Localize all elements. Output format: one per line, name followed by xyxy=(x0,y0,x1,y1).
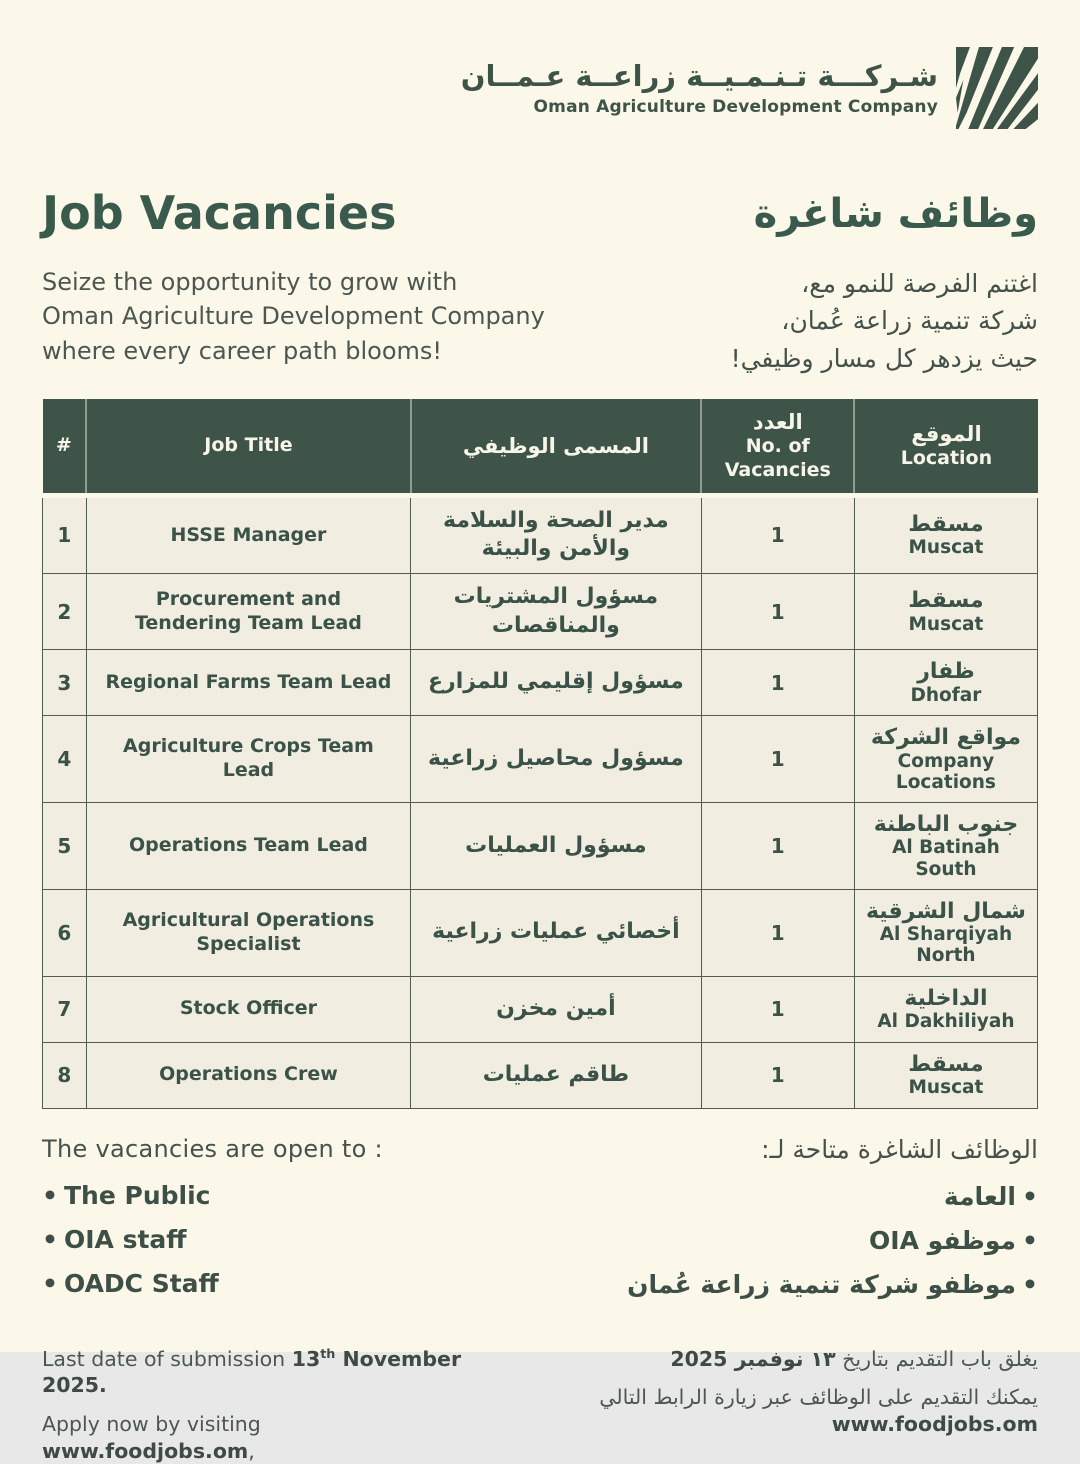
list-item-label: The Public xyxy=(63,1180,211,1210)
open-to-list-english xyxy=(42,1181,383,1299)
table-row xyxy=(43,650,1038,716)
cell-location xyxy=(854,1042,1037,1108)
cell-job-title-arabic: مسؤول محاصيل زراعية xyxy=(411,716,702,803)
open-to-item-english xyxy=(42,1269,383,1299)
cell-job-title-english: Procurement and Tendering Team Lead xyxy=(86,574,410,650)
cell-job-title-english: Agriculture Crops Team Lead xyxy=(86,716,410,803)
bullet-icon: • xyxy=(1022,1225,1038,1255)
open-to-title-arabic: الوظائف الشاغرة متاحة لـ: xyxy=(761,1134,1038,1164)
cell-row-number: 6 xyxy=(43,889,87,976)
table-row xyxy=(43,495,1038,573)
cell-job-title-english: Operations Crew xyxy=(86,1042,410,1108)
table-row xyxy=(43,803,1038,890)
col-header-location: الموقع Location xyxy=(854,399,1037,495)
list-item-label: OADC Staff xyxy=(63,1268,219,1298)
cell-job-title-arabic: مسؤول العمليات xyxy=(411,803,702,890)
deadline-line-english: Last date of submission 13th November 2025. xyxy=(42,1345,462,1398)
table-row xyxy=(43,574,1038,650)
cell-vacancies-count: 1 xyxy=(701,976,854,1042)
open-to-arabic xyxy=(627,1135,1038,1300)
intro-line-arabic: شركة تنمية زراعة عُمان، xyxy=(781,306,1038,336)
col-header-job-title-en: Job Title xyxy=(86,399,410,495)
cell-vacancies-count: 1 xyxy=(701,1042,854,1108)
list-item-label: العامة xyxy=(943,1181,1017,1211)
location-english: Company Locations xyxy=(895,750,996,793)
cell-row-number: 2 xyxy=(43,574,87,650)
apply-line-english: Apply now by visiting www.foodjobs.om, xyxy=(42,1411,261,1463)
location-arabic: مواقع الشركة xyxy=(870,725,1021,751)
location-english: Al Sharqiyah North xyxy=(879,924,1013,967)
location-arabic: جنوب الباطنة xyxy=(873,812,1019,838)
footer-arabic xyxy=(470,1346,1038,1438)
intro-line-arabic: اغتنم الفرصة للنمو مع، xyxy=(801,268,1038,298)
title-row xyxy=(42,188,1038,239)
cell-job-title-arabic: مدير الصحة والسلامة والأمن والبيئة xyxy=(411,495,702,573)
website-link[interactable]: www.foodjobs.om xyxy=(42,1438,249,1463)
table-row xyxy=(43,716,1038,803)
cell-job-title-english: HSSE Manager xyxy=(86,495,410,573)
cell-vacancies-count: 1 xyxy=(701,650,854,716)
table-row xyxy=(43,1042,1038,1108)
list-item-label: OIA staff xyxy=(63,1224,187,1254)
cell-location xyxy=(854,650,1037,716)
cell-job-title-english: Stock Officer xyxy=(86,976,410,1042)
cell-job-title-arabic: مسؤول إقليمي للمزارع xyxy=(411,650,702,716)
open-to-item-arabic xyxy=(627,1226,1038,1256)
table-header xyxy=(43,399,1038,495)
location-english: Muscat xyxy=(908,1077,984,1099)
cell-location xyxy=(854,889,1037,976)
cell-row-number: 5 xyxy=(43,803,87,890)
open-to-english xyxy=(42,1135,383,1300)
deadline-line-arabic: يغلق باب التقديم بتاريخ ١٣ نوفمبر 2025 xyxy=(670,1346,1038,1371)
location-english: Muscat xyxy=(908,537,984,559)
cell-row-number: 3 xyxy=(43,650,87,716)
table-header-row xyxy=(43,399,1038,495)
location-english: Dhofar xyxy=(910,684,982,706)
location-arabic: شمال الشرقية xyxy=(865,898,1026,924)
location-english: Al Dakhiliyah xyxy=(877,1011,1015,1033)
open-to-item-english xyxy=(42,1225,383,1255)
intro-line-arabic: حيث يزدهر كل مسار وظيفي! xyxy=(730,343,1038,373)
intro-line-english: Oman Agriculture Development Company xyxy=(42,302,545,331)
apply-line-arabic: يمكنك التقديم على الوظائف عبر زيارة الرابط التالي www.foodjobs.om xyxy=(599,1385,1038,1436)
company-name-english: Oman Agriculture Development Company xyxy=(533,96,938,117)
location-english: Al Batinah South xyxy=(892,837,1000,880)
intro-english xyxy=(42,265,545,378)
cell-vacancies-count: 1 xyxy=(701,803,854,890)
cell-location xyxy=(854,976,1037,1042)
footer-english xyxy=(42,1346,470,1464)
location-arabic: ظفار xyxy=(917,659,975,685)
page-title-arabic: وظائف شاغرة xyxy=(753,191,1038,237)
cell-row-number: 8 xyxy=(43,1042,87,1108)
bullet-icon: • xyxy=(42,1268,58,1298)
website-link-arabic[interactable]: www.foodjobs.om xyxy=(831,1411,1038,1436)
company-logo-mark xyxy=(956,47,1038,129)
cell-job-title-english: Agricultural Operations Specialist xyxy=(86,889,410,976)
bullet-icon: • xyxy=(42,1224,58,1254)
open-to-list-arabic xyxy=(627,1182,1038,1300)
open-to-item-english xyxy=(42,1181,383,1211)
footer-section xyxy=(42,1346,1038,1464)
cell-job-title-english: Regional Farms Team Lead xyxy=(86,650,410,716)
company-name-arabic: شـركـــة تـنـمـيــة زراعــة عـمــان xyxy=(460,59,938,94)
intro-line-english: Seize the opportunity to grow with xyxy=(42,267,458,296)
bullet-icon: • xyxy=(42,1180,58,1210)
vacancies-table xyxy=(42,399,1038,1109)
brand-header xyxy=(42,40,1038,136)
cell-job-title-english: Operations Team Lead xyxy=(86,803,410,890)
cell-job-title-arabic: أمين مخزن xyxy=(411,976,702,1042)
location-arabic: مسقط xyxy=(908,1051,984,1077)
cell-location xyxy=(854,495,1037,573)
company-name-block xyxy=(461,59,938,117)
cell-job-title-arabic: أخصائي عمليات زراعية xyxy=(411,889,702,976)
col-header-vacancies: العدد No. of Vacancies xyxy=(701,399,854,495)
intro-line-english: where every career path blooms! xyxy=(42,337,443,366)
cell-location xyxy=(854,574,1037,650)
bullet-icon: • xyxy=(1022,1269,1038,1299)
cell-job-title-arabic: مسؤول المشتريات والمناقصات xyxy=(411,574,702,650)
table-body xyxy=(43,495,1038,1108)
bullet-icon: • xyxy=(1022,1181,1038,1211)
col-header-number: # xyxy=(43,399,87,495)
open-to-item-arabic xyxy=(627,1270,1038,1300)
cell-vacancies-count: 1 xyxy=(701,574,854,650)
table-row xyxy=(43,976,1038,1042)
cell-row-number: 4 xyxy=(43,716,87,803)
open-to-title-english: The vacancies are open to : xyxy=(42,1134,383,1163)
list-item-label: موظفو شركة تنمية زراعة عُمان xyxy=(627,1269,1017,1299)
page-title-english: Job Vacancies xyxy=(42,186,397,240)
location-arabic: الداخلية xyxy=(904,985,988,1011)
intro-row xyxy=(42,265,1038,378)
cell-vacancies-count: 1 xyxy=(701,716,854,803)
ordinal-suffix: th xyxy=(320,1345,336,1361)
location-arabic: مسقط xyxy=(908,512,984,538)
open-to-section xyxy=(42,1135,1038,1300)
cell-vacancies-count: 1 xyxy=(701,495,854,573)
cell-vacancies-count: 1 xyxy=(701,889,854,976)
cell-row-number: 7 xyxy=(43,976,87,1042)
col-header-job-title-ar: المسمى الوظيفي xyxy=(411,399,702,495)
location-english: Muscat xyxy=(908,613,984,635)
cell-location xyxy=(854,716,1037,803)
location-arabic: مسقط xyxy=(908,588,984,614)
list-item-label: موظفو OIA xyxy=(869,1225,1017,1255)
cell-job-title-arabic: طاقم عمليات xyxy=(411,1042,702,1108)
cell-row-number: 1 xyxy=(43,495,87,573)
table-row xyxy=(43,889,1038,976)
cell-location xyxy=(854,803,1037,890)
intro-arabic xyxy=(731,265,1038,378)
open-to-item-arabic xyxy=(627,1182,1038,1212)
